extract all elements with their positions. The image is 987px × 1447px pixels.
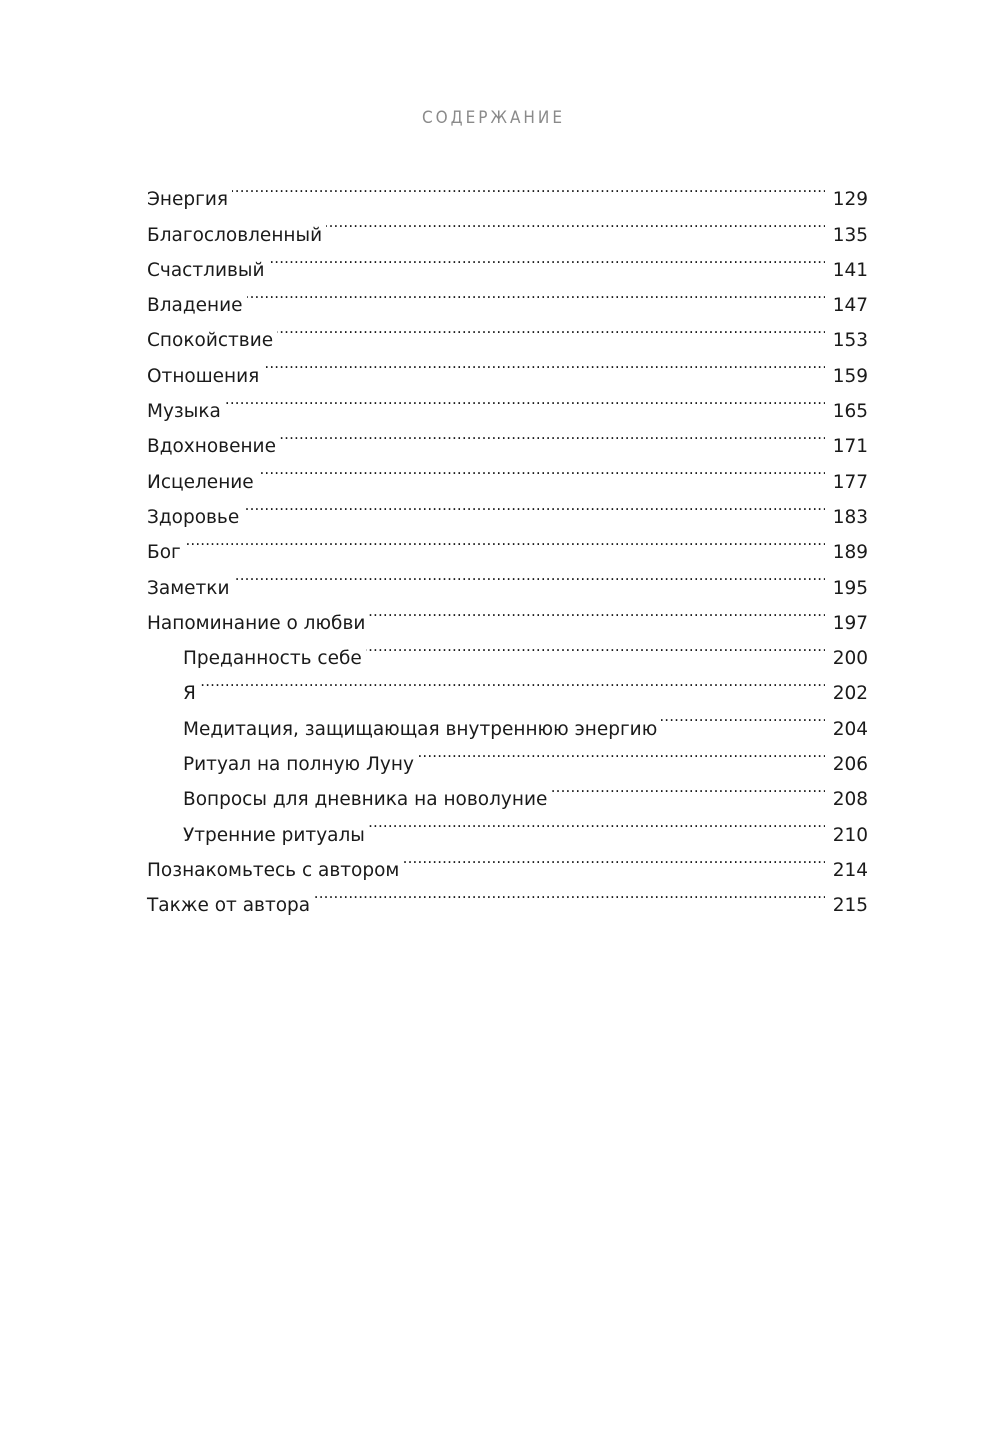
toc-entry-title: Утренние ритуалы	[183, 824, 365, 846]
toc-dot-leader	[200, 664, 825, 699]
toc-entry-page: 129	[832, 189, 868, 211]
toc-entry-page: 210	[832, 824, 868, 846]
toc-entry-page: 200	[832, 648, 868, 670]
toc-dot-leader	[234, 558, 825, 593]
toc-dot-leader	[243, 488, 824, 523]
toc-dot-leader	[185, 523, 825, 558]
toc-entry-page: 195	[832, 577, 868, 599]
toc-entry-title: Отношения	[147, 365, 260, 387]
toc-entry	[147, 382, 868, 423]
toc-dot-leader	[225, 382, 825, 417]
toc-entry-page: 147	[832, 295, 868, 317]
toc-entry-title: Ритуал на полную Луну	[183, 754, 414, 776]
toc-entry-title: Здоровье	[147, 506, 240, 528]
toc-entry-title: Также от автора	[147, 895, 311, 917]
toc-dot-leader	[247, 276, 825, 311]
toc-dot-leader	[232, 170, 825, 205]
toc-dot-leader	[418, 735, 825, 770]
toc-entry-title: Благословленный	[147, 224, 323, 246]
toc-entry	[147, 276, 868, 317]
toc-dot-leader	[369, 594, 824, 629]
toc-entry-title: Напоминание о любви	[147, 612, 366, 634]
toc-entry-page: 159	[832, 365, 868, 387]
table-of-contents	[147, 170, 868, 917]
toc-dot-leader	[263, 346, 824, 381]
toc-dot-leader	[369, 805, 825, 840]
toc-entry-page: 141	[832, 259, 868, 281]
toc-dot-leader	[551, 770, 824, 805]
toc-entry	[147, 170, 868, 211]
toc-entry	[147, 311, 868, 352]
toc-entry	[147, 488, 868, 528]
toc-entry	[147, 594, 868, 634]
toc-entry	[147, 205, 868, 246]
toc-dot-leader	[326, 205, 825, 240]
toc-entry-title: Заметки	[147, 577, 230, 599]
toc-entry-page: 153	[832, 330, 868, 352]
toc-entry-page: 189	[832, 542, 868, 564]
toc-dot-leader	[258, 452, 825, 487]
toc-entry-page: 204	[832, 718, 868, 740]
toc-entry-title: Владение	[147, 295, 243, 317]
toc-entry-title: Вопросы для дневника на новолуние	[183, 789, 548, 811]
toc-dot-leader	[366, 629, 825, 664]
toc-entry	[147, 417, 868, 458]
toc-entry-page: 183	[832, 506, 868, 528]
toc-entry	[147, 558, 868, 599]
toc-subentry	[147, 664, 868, 705]
toc-dot-leader	[661, 699, 824, 734]
toc-entry-page: 202	[832, 683, 868, 705]
toc-dot-leader	[403, 841, 824, 876]
toc-dot-leader	[277, 311, 825, 346]
page-heading: СОДЕРЖАНИЕ	[421, 108, 566, 128]
toc-entry-page: 171	[832, 436, 868, 458]
toc-dot-leader	[314, 876, 825, 911]
toc-entry-title: Вдохновение	[147, 436, 276, 458]
toc-entry-page: 197	[832, 612, 868, 634]
toc-entry-page: 165	[832, 401, 868, 423]
toc-entry-title: Бог	[147, 542, 181, 564]
toc-entry-page: 215	[832, 895, 868, 917]
toc-entry-title: Преданность себе	[183, 648, 362, 670]
toc-entry-page: 177	[832, 471, 868, 493]
toc-entry-title: Счастливый	[147, 259, 265, 281]
toc-entry-title: Я	[183, 683, 196, 705]
toc-entry-title: Спокойствие	[147, 330, 274, 352]
toc-dot-leader	[280, 417, 825, 452]
toc-entry	[147, 523, 868, 564]
toc-entry-page: 214	[832, 859, 868, 881]
toc-entry-title: Исцеление	[147, 471, 254, 493]
toc-entry-title: Музыка	[147, 401, 221, 423]
toc-entry-title: Энергия	[147, 189, 229, 211]
toc-entry-page: 135	[832, 224, 868, 246]
toc-entry-page: 208	[832, 789, 868, 811]
toc-entry-title: Познакомьтесь с автором	[147, 859, 400, 881]
toc-dot-leader	[269, 241, 825, 276]
toc-entry-page: 206	[832, 754, 868, 776]
toc-subentry	[147, 699, 868, 740]
toc-entry-title: Медитация, защищающая внутреннюю энергию	[183, 718, 658, 740]
